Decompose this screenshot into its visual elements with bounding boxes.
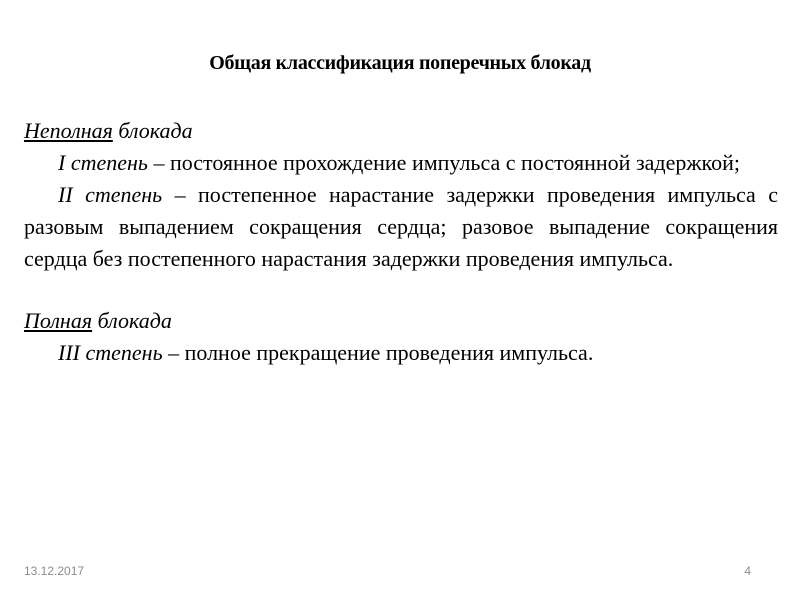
degree-2-paragraph bbox=[24, 179, 778, 275]
degree-3-text: – полное прекращение проведения импульса. bbox=[162, 340, 594, 365]
degree-3-label: III степень bbox=[58, 340, 163, 365]
degree-1-label: I степень bbox=[58, 150, 148, 175]
heading-rest: блокада bbox=[92, 308, 172, 333]
heading-underlined-word: Полная bbox=[24, 308, 93, 333]
heading-rest: блокада bbox=[112, 118, 193, 143]
section-heading-complete bbox=[24, 305, 778, 337]
degree-3-paragraph bbox=[24, 337, 778, 369]
heading-underlined-word: Неполная bbox=[24, 118, 113, 143]
slide-content bbox=[24, 115, 778, 369]
slide-title: Общая классификация поперечных блокад bbox=[209, 52, 591, 74]
degree-1-paragraph bbox=[24, 147, 778, 179]
section-heading-incomplete bbox=[24, 115, 778, 147]
degree-2-text: – постепенное нарастание задержки проведения импульса с разовым выпадением сокращения сердца; разовое выпадение сокращения сердца без постепенного нарастания задержки проведения импульса. bbox=[24, 182, 778, 271]
footer-date: 13.12.2017 bbox=[24, 564, 85, 578]
degree-2-label: II степень bbox=[58, 182, 163, 207]
degree-1-text: – постоянное прохождение импульса с постоянной задержкой; bbox=[147, 150, 741, 175]
page-number: 4 bbox=[744, 564, 751, 578]
spacer bbox=[24, 275, 778, 305]
